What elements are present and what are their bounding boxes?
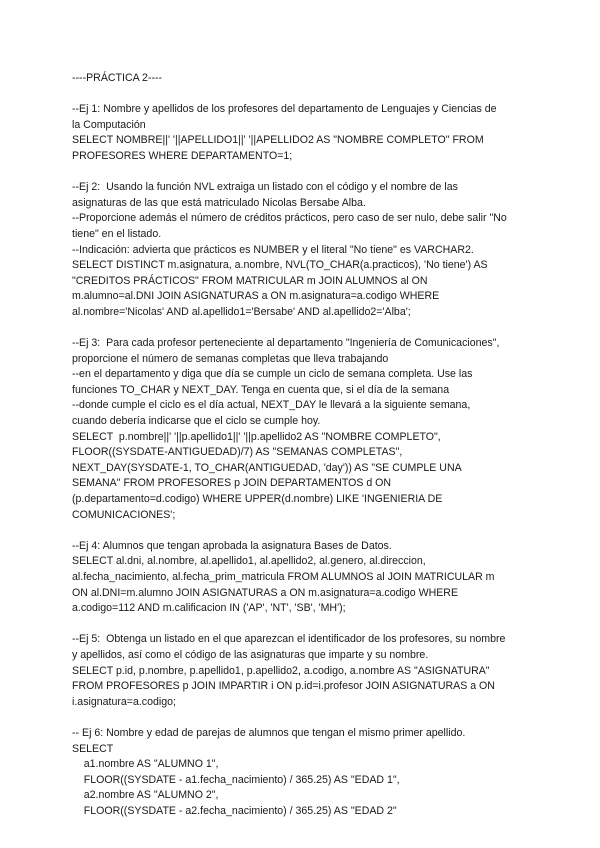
text-line: FLOOR((SYSDATE-ANTIGUEDAD)/7) AS "SEMANAS COMPLETAS", [72,446,403,459]
text-line: FROM PROFESORES p JOIN IMPARTIR i ON p.id=i.profesor JOIN ASIGNATURAS a ON [72,680,495,693]
text-line: cuando debería indicarse que el ciclo se cumple hoy. [72,415,321,428]
exercise-block-6 [72,726,540,820]
text-line: --Ej 2: Usando la función NVL extraiga un listado con el código y el nombre de las [72,181,458,194]
text-line: --Proporcione además el número de créditos prácticos, pero caso de ser nulo, debe salir "No [72,212,507,225]
blank-line [72,87,540,103]
blank-line [72,523,540,539]
text-line: SELECT p.id, p.nombre, p.apellido1, p.apellido2, a.codigo, a.nombre AS "ASIGNATURA" [72,664,490,677]
blank-line [72,321,540,337]
text-line: (p.departamento=d.codigo) WHERE UPPER(d.nombre) LIKE 'INGENIERIA DE [72,493,443,506]
text-line: NEXT_DAY(SYSDATE-1, TO_CHAR(ANTIGUEDAD, 'day')) AS "SE CUMPLE UNA [72,461,462,474]
blank-line [72,165,540,181]
text-line: SELECT p.nombre||' '||p.apellido1||' '||p.apellido2 AS "NOMBRE COMPLETO", [72,430,441,443]
text-line: PROFESORES WHERE DEPARTAMENTO=1; [72,149,293,162]
text-line: --Ej 1: Nombre y apellidos de los profesores del departamento de Lenguajes y Ciencias de [72,103,497,116]
text-line: FLOOR((SYSDATE - a2.fecha_nacimiento) / 365.25) AS "EDAD 2" [72,804,397,817]
text-line: tiene" en el listado. [72,227,162,240]
text-line: m.alumno=al.DNI JOIN ASIGNATURAS a ON m.asignatura=a.codigo WHERE [72,290,440,303]
text-line: asignaturas de las que está matriculado Nicolas Bersabe Alba. [72,196,366,209]
text-line: -- Ej 6: Nombre y edad de parejas de alumnos que tengan el mismo primer apellido. [72,726,466,739]
document-heading: ----PRÁCTICA 2---- [72,72,163,84]
text-line: al.nombre='Nicolas' AND al.apellido1='Bersabe' AND al.apellido2='Alba'; [72,305,411,318]
text-line: --Indicación: advierta que prácticos es NUMBER y el literal "No tiene" es VARCHAR2. [72,243,474,256]
text-line: COMUNICACIONES'; [72,508,176,521]
document-body [72,71,540,820]
text-line: --donde cumple el ciclo es el día actual, NEXT_DAY le llevará a la siguiente semana, [72,399,471,412]
blank-line [72,710,540,726]
exercise-block-4 [72,539,540,617]
text-line: "CREDITOS PRÁCTICOS" FROM MATRICULAR m JOIN ALUMNOS al ON [72,274,428,287]
text-line: FLOOR((SYSDATE - a1.fecha_nacimiento) / 365.25) AS "EDAD 1", [72,773,400,786]
text-line: funciones TO_CHAR y NEXT_DAY. Tenga en cuenta que, si el día de la semana [72,383,450,396]
text-line: ON al.DNI=m.alumno JOIN ASIGNATURAS a ON m.asignatura=a.codigo WHERE [72,586,459,599]
text-line: al.fecha_nacimiento, al.fecha_prim_matricula FROM ALUMNOS al JOIN MATRICULAR m [72,571,495,583]
text-line: proporcione el número de semanas completas que lleva trabajando [72,352,389,365]
text-line: --Ej 4: Alumnos que tengan aprobada la asignatura Bases de Datos. [72,539,392,552]
text-line: --Ej 5: Obtenga un listado en el que aparezcan el identificador de los profesores, su nombre [72,633,506,646]
text-line: i.asignatura=a.codigo; [72,695,176,708]
text-line: a.codigo=112 AND m.calificacion IN ('AP', 'NT', 'SB', 'MH'); [72,602,346,615]
text-line: SELECT [72,742,114,755]
exercise-block-2 [72,180,540,320]
text-line: SELECT al.dni, al.nombre, al.apellido1, al.apellido2, al.genero, al.direccion, [72,555,426,568]
exercise-block-1 [72,102,540,164]
text-line: SELECT NOMBRE||' '||APELLIDO1||' '||APELLIDO2 AS "NOMBRE COMPLETO" FROM [72,134,484,147]
exercise-block-3 [72,336,540,523]
text-line: SELECT DISTINCT m.asignatura, a.nombre, NVL(TO_CHAR(a.practicos), 'No tiene') AS [72,259,488,272]
text-line: a2.nombre AS "ALUMNO 2", [72,789,219,802]
exercise-block-5 [72,632,540,710]
text-line: --Ej 3: Para cada profesor perteneciente al departamento "Ingeniería de Comunicaciones", [72,337,500,350]
text-line: --en el departamento y diga que día se cumple un ciclo de semana completa. Use las [72,368,473,381]
text-line: a1.nombre AS "ALUMNO 1", [72,758,219,771]
text-line: SEMANA" FROM PROFESORES p JOIN DEPARTAMENTOS d ON [72,477,392,490]
text-line: la Computación [72,118,146,131]
blank-line [72,617,540,633]
text-line: y apellidos, así como el código de las asignaturas que imparte y su nombre. [72,648,429,661]
